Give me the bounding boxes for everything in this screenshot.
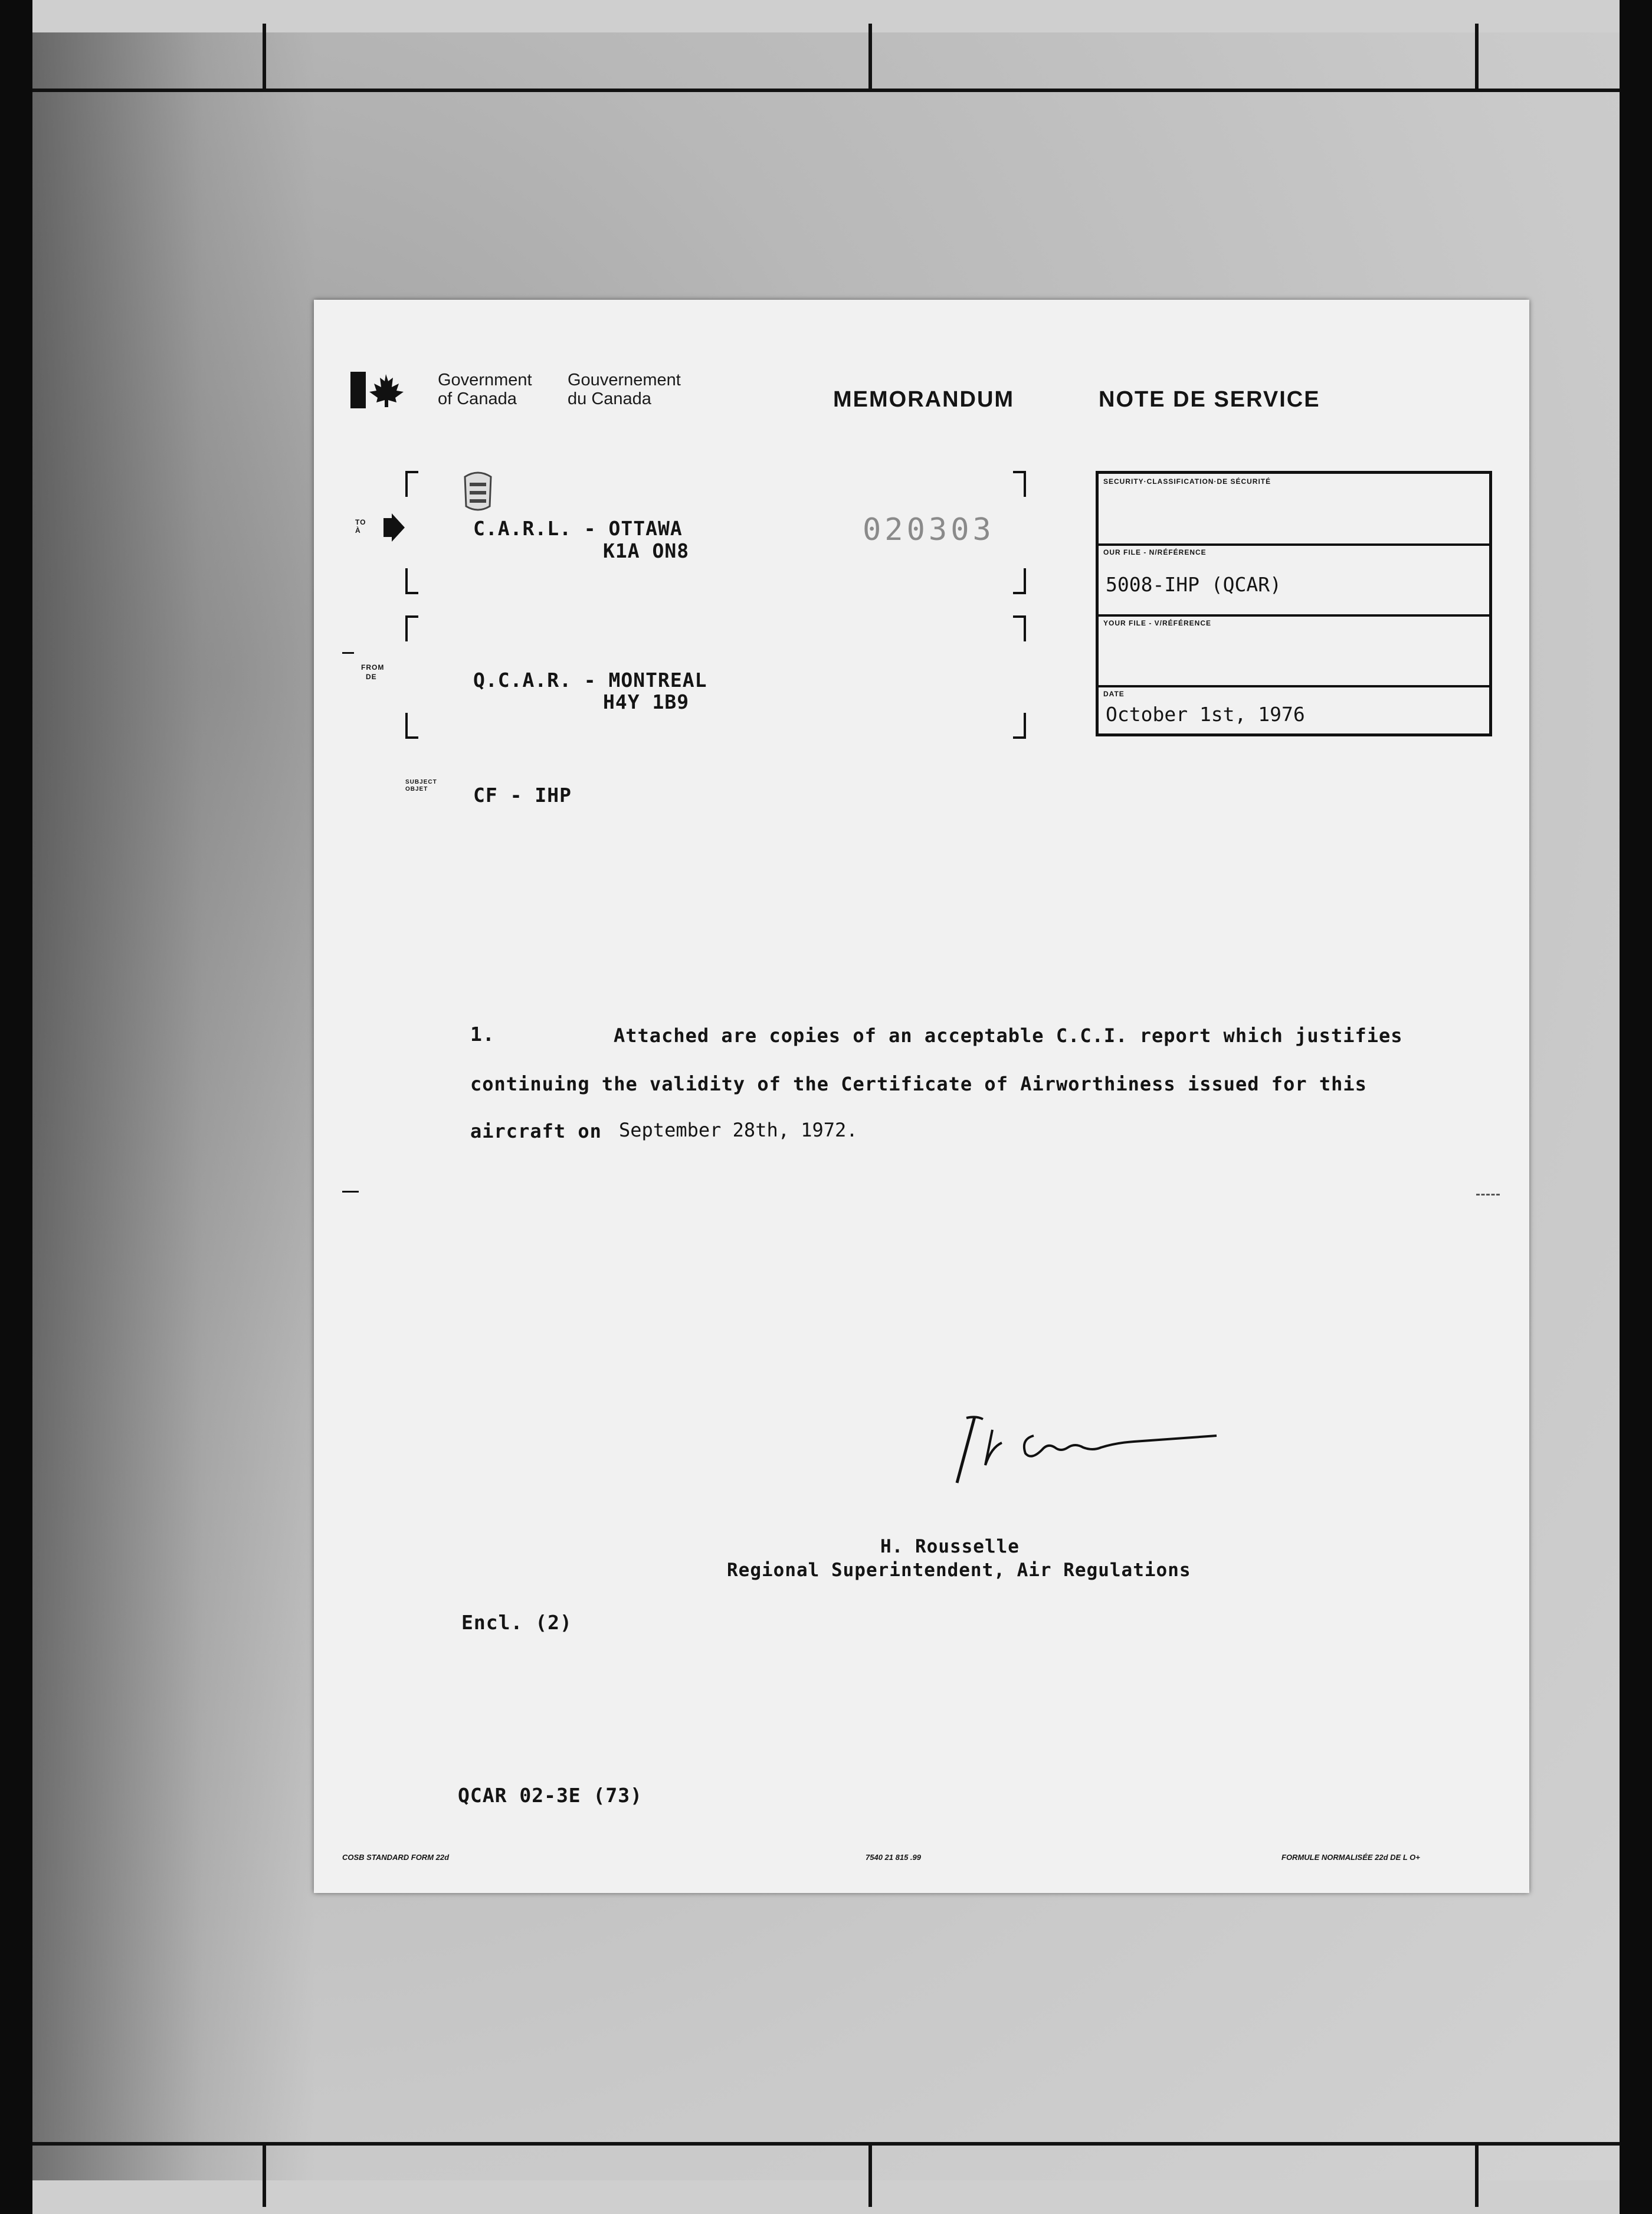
from-label-fr: DE	[366, 673, 377, 681]
film-shading	[32, 32, 316, 2180]
memorandum-heading: MEMORANDUM	[833, 387, 1015, 412]
from-label	[361, 663, 384, 682]
film-edge-right	[1620, 0, 1652, 2214]
margin-tick	[1476, 1194, 1500, 1197]
arrow-right-icon	[384, 513, 405, 544]
footer-left: COSB STANDARD FORM 22d	[342, 1853, 450, 1862]
stamp-mark-icon	[460, 471, 496, 515]
margin-tick	[342, 1191, 359, 1193]
memo-sheet	[314, 300, 1529, 1893]
enclosure-note: Encl. (2)	[461, 1611, 572, 1634]
to-label-en: TO	[355, 518, 366, 526]
form-code: QCAR 02-3E (73)	[458, 1784, 643, 1807]
address-bracket	[405, 568, 418, 594]
security-classification-label: SECURITY·CLASSIFICATION·DE SÉCURITÉ	[1103, 477, 1271, 486]
address-bracket	[1013, 615, 1026, 641]
reference-box-divider	[1099, 614, 1489, 617]
canada-flag-icon	[350, 372, 407, 411]
film-edge-left	[0, 0, 32, 2214]
received-stamp: 020303	[863, 512, 995, 548]
film-top-rule	[0, 89, 1652, 92]
signatory-name: H. Rousselle	[880, 1536, 1020, 1557]
subject-label	[405, 779, 437, 793]
paragraph-number: 1.	[470, 1023, 495, 1046]
film-divider	[263, 24, 266, 91]
to-label-fr: À	[355, 526, 361, 535]
from-address-line1: Q.C.A.R. - MONTREAL	[473, 669, 707, 692]
from-label-en: FROM	[361, 663, 385, 672]
body-line-1: Attached are copies of an acceptable C.C.I. report which justifies	[614, 1024, 1403, 1047]
address-bracket	[1013, 713, 1026, 739]
film-bottom-rule	[0, 2142, 1652, 2146]
to-address-line1: C.A.R.L. - OTTAWA	[473, 517, 683, 540]
address-bracket	[405, 615, 418, 641]
film-divider	[1475, 2142, 1479, 2207]
address-bracket	[1013, 471, 1026, 497]
our-file-label: OUR FILE - N/RÉFÉRENCE	[1103, 548, 1207, 556]
address-bracket	[405, 713, 418, 739]
date-label: DATE	[1103, 690, 1125, 698]
from-address-line2: H4Y 1B9	[603, 690, 690, 713]
handwritten-signature	[922, 1406, 1228, 1491]
government-of-canada-fr: Gouvernement du Canada	[568, 371, 681, 408]
footer-center: 7540 21 815 .99	[866, 1853, 921, 1862]
reference-box-divider	[1099, 543, 1489, 546]
government-of-canada-en: Government of Canada	[438, 371, 532, 408]
film-divider	[1475, 24, 1479, 91]
film-divider	[868, 2142, 872, 2207]
subject-label-en: SUBJECT	[405, 779, 437, 785]
note-de-service-heading: NOTE DE SERVICE	[1099, 387, 1320, 412]
body-line-3a: aircraft on	[470, 1120, 602, 1142]
body-line-3b: September 28th, 1972.	[619, 1119, 858, 1141]
footer-right: FORMULE NORMALISÉE 22d DE L O+	[1281, 1853, 1420, 1862]
subject-label-fr: OBJET	[405, 786, 428, 792]
date-value: October 1st, 1976	[1106, 703, 1305, 726]
signatory-title: Regional Superintendent, Air Regulations	[727, 1560, 1191, 1581]
film-divider	[263, 2142, 266, 2207]
address-bracket	[1013, 568, 1026, 594]
film-divider	[868, 24, 872, 91]
to-label	[355, 518, 366, 535]
address-bracket	[405, 471, 418, 497]
to-address-line2: K1A ON8	[603, 539, 690, 562]
body-line-2: continuing the validity of the Certificate of Airworthiness issued for this	[470, 1073, 1367, 1095]
subject-value: CF - IHP	[473, 784, 572, 807]
our-file-value: 5008-IHP (QCAR)	[1106, 573, 1282, 596]
reference-box-divider	[1099, 685, 1489, 687]
your-file-label: YOUR FILE - V/RÉFÉRENCE	[1103, 619, 1212, 627]
from-tick	[342, 652, 354, 654]
reference-box	[1096, 471, 1492, 736]
